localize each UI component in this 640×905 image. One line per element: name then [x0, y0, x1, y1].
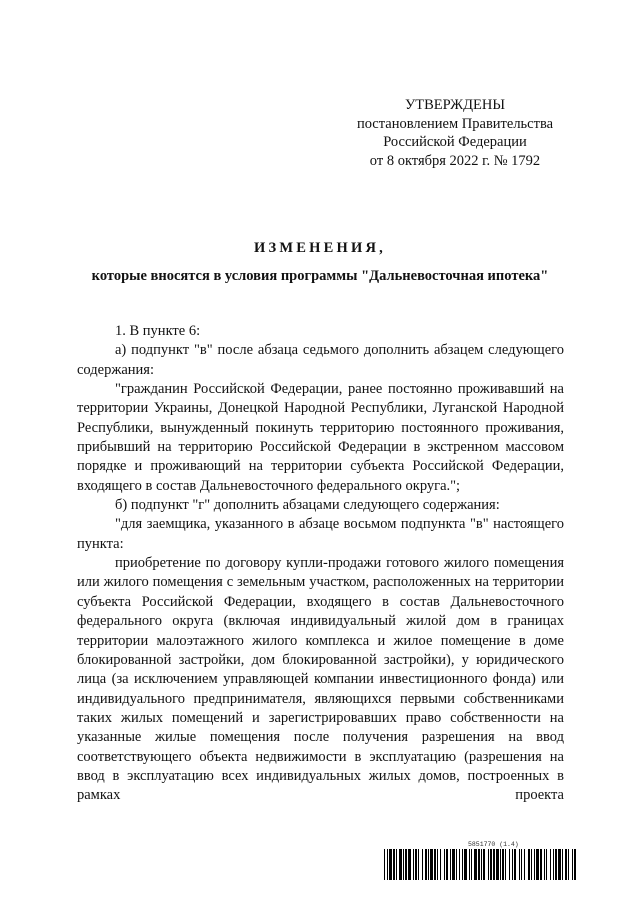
barcode-bar: [558, 849, 561, 880]
barcode-bar: [496, 849, 499, 880]
approval-government-line: Российской Федерации: [383, 134, 527, 150]
barcode-bar: [471, 849, 472, 880]
barcode-bar: [565, 849, 567, 880]
barcode-bar: [440, 849, 441, 880]
barcode-bar: [509, 849, 510, 880]
barcode-bar: [384, 849, 385, 880]
barcode-bar: [415, 849, 417, 880]
barcode-bar: [428, 849, 429, 880]
barcode-bar: [425, 849, 427, 880]
barcode-bar: [572, 849, 573, 880]
barcode-bar: [437, 849, 438, 880]
paragraph-quote-citizen: "гражданин Российской Федерации, ранее постоянно проживавший на территории Украины, Донецкой Народной Республики, Луганской Народной Республики, вынужденный покинуть территорию постоянного проживания, прибывший на территорию Российской Федерации в экстренном массовом порядке и проживающий на территории субъекта Российской Федерации, входящего в состав Дальневосточного федерального округа.";: [77, 381, 564, 494]
barcode-bar: [393, 849, 395, 880]
barcode-bar: [490, 849, 492, 880]
barcode-bar: [524, 849, 525, 880]
barcode-bar: [464, 849, 467, 880]
barcode-bar: [483, 849, 485, 880]
barcode-bar: [474, 849, 477, 880]
approval-date-number: от 8 октября 2022 г. № 1792: [369, 152, 541, 169]
document-title: ИЗМЕНЕНИЯ,: [254, 240, 386, 256]
barcode-bar: [405, 849, 407, 880]
barcode-bar: [500, 849, 501, 880]
barcode-bar: [444, 849, 445, 880]
approval-block: [330, 96, 580, 170]
barcode-bar: [531, 849, 532, 880]
barcode-image: [384, 849, 577, 880]
barcode-bar: [446, 849, 448, 880]
barcode-bar: [459, 849, 460, 880]
barcode-bar: [534, 849, 535, 880]
barcode-bar: [512, 849, 513, 880]
barcode-bar: [413, 849, 414, 880]
barcode-bar: [505, 849, 506, 880]
barcode-bar: [514, 849, 516, 880]
barcode-bar: [519, 849, 520, 880]
paragraph-item-1: 1. В пункте 6:: [115, 323, 201, 339]
document-body: [77, 322, 564, 806]
barcode-bar: [452, 849, 455, 880]
barcode-bar: [450, 849, 451, 880]
paragraph-subitem-a: а) подпункт "в" после абзаца седьмого дополнить абзацем следующего содержания:: [77, 342, 564, 378]
barcode-bar: [555, 849, 557, 880]
barcode-bar: [574, 849, 576, 880]
document-code: 5851770 (1.4): [468, 841, 519, 848]
barcode-bar: [536, 849, 539, 880]
barcode-bar: [462, 849, 463, 880]
barcode-bar: [488, 849, 489, 880]
approval-decree-line: постановлением Правительства: [356, 115, 554, 132]
barcode-bar: [546, 849, 547, 880]
barcode-bar: [493, 849, 495, 880]
barcode-bar: [396, 849, 397, 880]
barcode-bar: [544, 849, 545, 880]
barcode-bar: [408, 849, 411, 880]
barcode-bar: [389, 849, 392, 880]
barcode-bar: [540, 849, 542, 880]
barcode-bar: [469, 849, 470, 880]
paragraph-borrower: "для заемщика, указанного в абзаце восьмом подпункта "в" настоящего пункта:: [77, 516, 564, 552]
paragraph-subitem-b: б) подпункт "г" дополнить абзацами следующего содержания:: [115, 497, 500, 514]
barcode-bar: [478, 849, 480, 880]
barcode-bar: [521, 849, 522, 880]
barcode-bar: [430, 849, 433, 880]
barcode-bar: [418, 849, 419, 880]
barcode-bar: [528, 849, 530, 880]
barcode-bar: [502, 849, 504, 880]
barcode-bar: [550, 849, 551, 880]
barcode-bar: [403, 849, 404, 880]
document-subtitle: которые вносятся в условия программы "Дальневосточная ипотека": [91, 268, 549, 284]
barcode-bar: [456, 849, 457, 880]
barcode-bar: [387, 849, 388, 880]
barcode-bar: [434, 849, 436, 880]
barcode-bar: [568, 849, 569, 880]
approval-title: УТВЕРЖДЕНЫ: [404, 97, 506, 113]
paragraph-purchase: приобретение по договору купли-продажи готового жилого помещения или жилого помещения с земельным участком, расположенных на территории субъекта Российской Федерации, входящего в состав Дальневосточного федерального округа (включая индивидуальный жилой дом в границах территории малоэтажного жилого комплекса и жилое помещение в доме блокированной застройки, дом блокированной застройки), у юридического лица (за исключением управляющей компании инвестиционного фонда) или индивидуального предпринимателя, являющихся первыми собственниками таких жилых помещений и зарегистрировавших право собственности на указанные жилые помещения после получения разрешения на ввод соответствующего объекта недвижимости в эксплуатацию (разрешения на ввод в эксплуатацию всех индивидуальных жилых домов, построенных в рамках проекта: [77, 555, 564, 804]
barcode-bar: [562, 849, 563, 880]
barcode-bar: [422, 849, 423, 880]
barcode-bar: [553, 849, 554, 880]
barcode-bar: [481, 849, 482, 880]
barcode-bar: [399, 849, 402, 880]
